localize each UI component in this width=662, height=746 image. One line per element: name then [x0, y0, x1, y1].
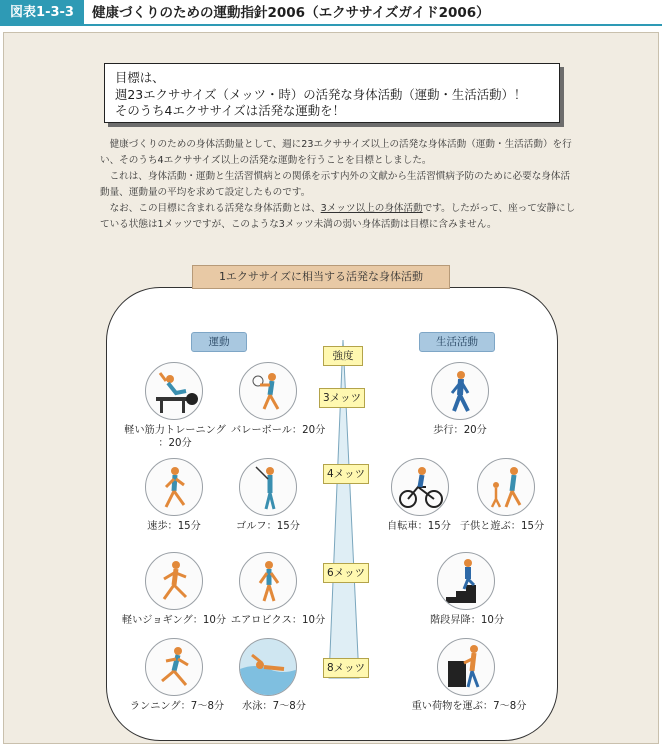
fast-walking-illustration	[145, 458, 203, 516]
intensity-label: 強度	[323, 346, 363, 366]
label-strength-training	[119, 424, 231, 450]
label-carrying-heavy-load: 重い荷物を運ぶ：7～8分	[411, 701, 527, 712]
exercise-section-title: 1エクササイズに相当する活発な身体活動	[192, 265, 450, 289]
label-aerobics: エアロビクス：10分	[230, 615, 326, 626]
playing-with-children-illustration	[477, 458, 535, 516]
mets-3: 3メッツ	[319, 388, 365, 408]
swimming-illustration	[239, 638, 297, 696]
figure-number: 図表1-3-3	[0, 0, 84, 26]
description-text	[100, 137, 578, 233]
label-golf: ゴルフ：15分	[236, 521, 300, 532]
label-volleyball: バレーボール：20分	[231, 425, 326, 436]
paragraph-2: これは、身体活動・運動と生活習慣病との関係を示す内外の文献から生活習慣病予防のために必要な身体活動量、運動量の平均を求めて設定したものです。	[100, 171, 571, 198]
bicycle-illustration	[391, 458, 449, 516]
label-fast-walking: 速歩：15分	[147, 521, 201, 532]
label-jogging: 軽いジョギング：10分	[121, 615, 227, 626]
label-swimming: 水泳：7～8分	[242, 701, 306, 712]
mets-8: 8メッツ	[323, 658, 369, 678]
mets-4: 4メッツ	[323, 464, 369, 484]
goal-line-3: そのうち4エクササイズは活発な運動を！	[115, 103, 345, 118]
category-exercise: 運動	[191, 332, 247, 352]
volleyball-illustration	[239, 362, 297, 420]
goal-line-2: 週23エクササイズ（メッツ・時）の活発な身体活動（運動・生活活動）！	[115, 86, 527, 102]
goal-box	[104, 63, 560, 123]
label-playing-with-children: 子供と遊ぶ：15分	[459, 521, 545, 532]
exercise-diagram	[106, 287, 558, 741]
figure-header	[0, 0, 662, 26]
golf-illustration	[239, 458, 297, 516]
carrying-heavy-load-illustration	[437, 638, 495, 696]
label-bicycle: 自転車：15分	[387, 521, 451, 532]
goal-line-1: 目標は、	[115, 70, 165, 85]
stairs-illustration	[437, 552, 495, 610]
mets-6: 6メッツ	[323, 563, 369, 583]
jogging-illustration	[145, 552, 203, 610]
label-running: ランニング：7～8分	[129, 701, 225, 712]
paragraph-3-start: なお、この目標に含まれる活発な身体活動とは、	[109, 203, 321, 214]
running-illustration	[145, 638, 203, 696]
label-strength-training-name: 軽い筋力トレーニング	[124, 425, 226, 436]
category-life-activity: 生活活動	[419, 332, 495, 352]
strength-training-illustration	[145, 362, 203, 420]
label-stairs: 階段昇降：10分	[429, 615, 505, 626]
label-strength-training-time: ：20分	[158, 438, 192, 449]
paragraph-3-end: です。したがって、座って安静にしている状態は1メッツですが、このような3メッツ未満の弱い身体活動は目標に含みません。	[100, 203, 576, 230]
figure-panel	[3, 32, 659, 744]
aerobics-illustration	[239, 552, 297, 610]
paragraph-3	[100, 201, 578, 233]
walking-illustration	[431, 362, 489, 420]
paragraph-3-underlined: 3メッツ以上の身体活動	[320, 203, 423, 214]
figure-title: 健康づくりのための運動指針2006（エクササイズガイド2006）	[92, 5, 490, 21]
paragraph-1: 健康づくりのための身体活動量として、週に23エクササイズ以上の活発な身体活動（運動・生活活動）を行い、そのうち4エクササイズ以上の活発な運動を行うことを目標としました。	[100, 139, 572, 166]
label-walking: 歩行：20分	[433, 425, 487, 436]
